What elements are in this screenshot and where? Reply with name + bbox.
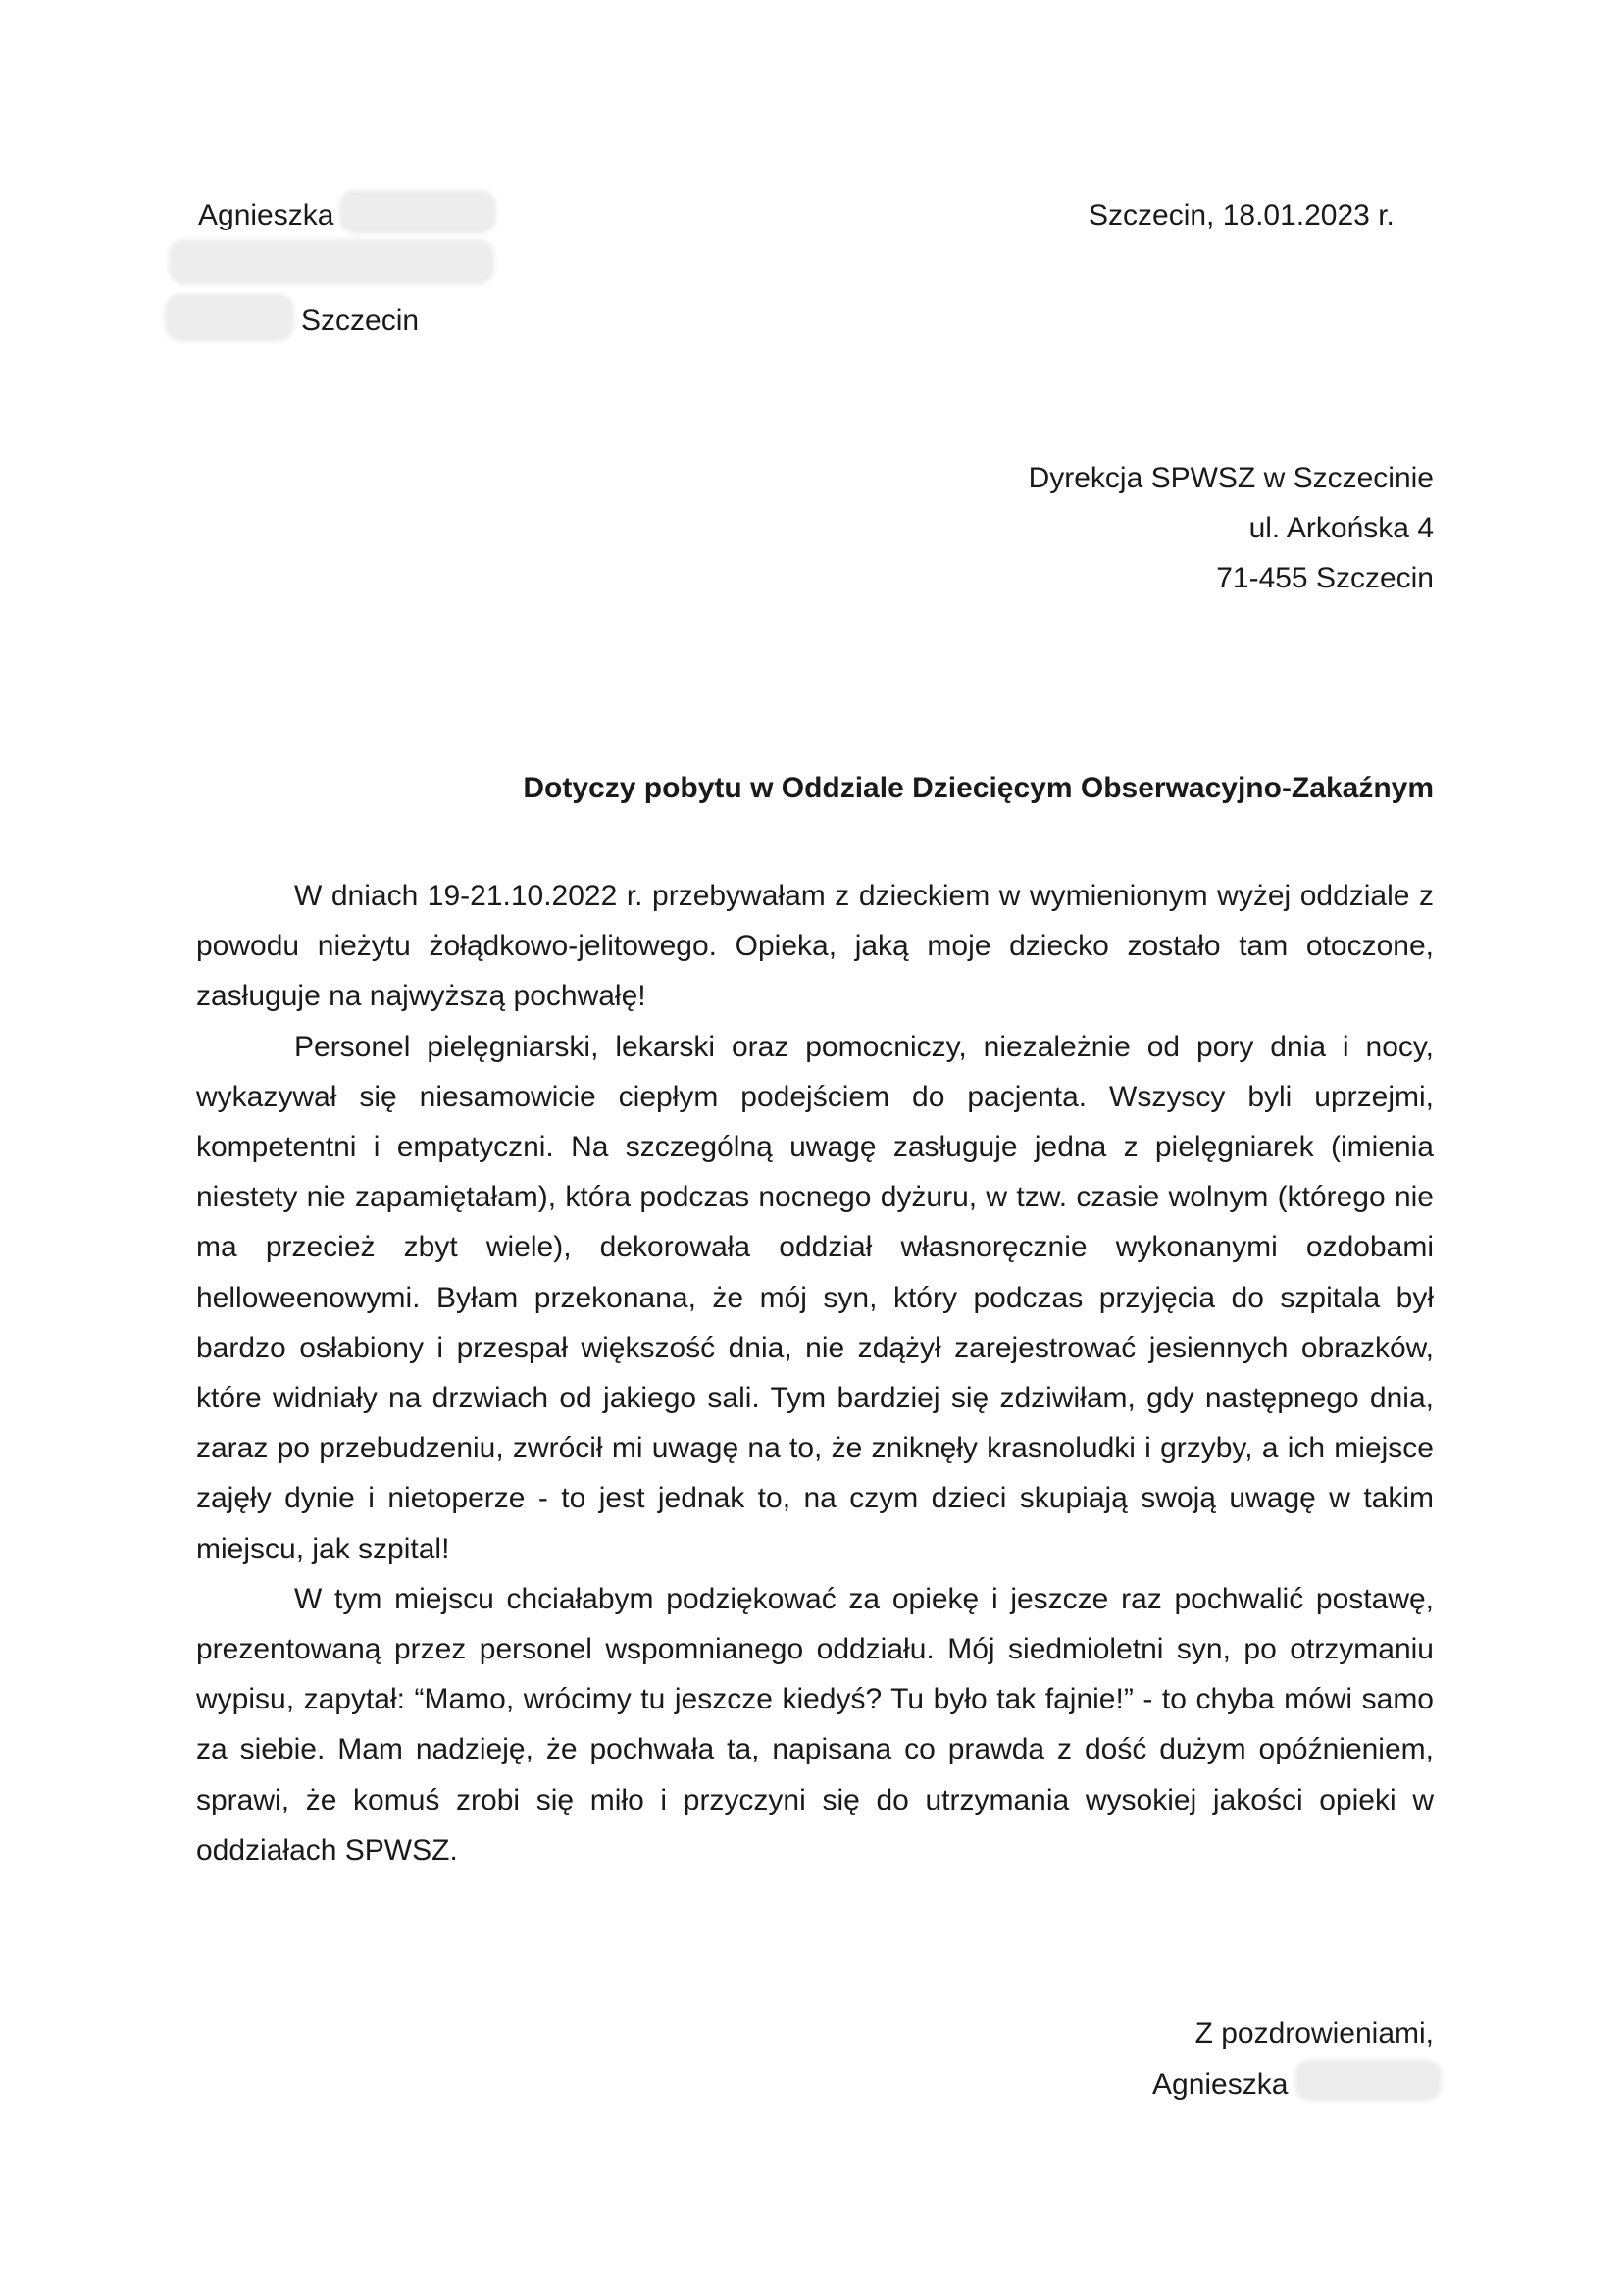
body-paragraph: Personel pielęgniarski, lekarski oraz pomocniczy, niezależnie od pory dnia i nocy, wykazywał się niesamowicie ciepłym podejściem do pacjenta. Wszyscy byli uprzejmi, kompetentni i empatyczni. Na szczególną uwagę zasługuje jedna z pielęgniarek (imienia niestety nie zapamiętałam), która podczas nocnego dyżuru, w tzw. czasie wolnym (którego nie ma przecież zbyt wiele), dekorowała oddział własnoręcznie wykonanymi ozdobami helloweenowymi. Byłam przekonana, że mój syn, który podczas przyjęcia do szpitala był bardzo osłabiony i przespał większość dnia, nie zdążył zarejestrować jesiennych obrazków, które widniały na drzwiach od jakiego sali. Tym bardziej się zdziwiłam, gdy następnego dnia, zaraz po przebudzeniu, zwrócił mi uwagę na to, że zniknęły krasnoludki i grzyby, a ich miejsce zajęły dynie i nietoperze - to jest jednak to, na czym dzieci skupiają swoją uwagę w takim miejscu, jak szpital! [196,1030,1434,1565]
sender-city: Szczecin [301,304,420,336]
redacted-surname [339,190,496,233]
recipient-address [1029,453,1434,603]
redacted-street-address [169,239,494,284]
redacted-postal-code [165,294,294,341]
redacted-signature-surname [1294,2060,1442,2101]
body-paragraph: W tym miejscu chciałabym podziękować za opiekę i jeszcze raz pochwalić postawę, prezentowaną przez personel wspomnianego oddziału. Mój siedmioletni syn, po otrzymaniu wypisu, zapytał: “Mamo, wrócimy tu jeszcze kiedyś? Tu było tak fajnie!” - to chyba mówi samo za siebie. Mam nadzieję, że pochwała ta, napisana co prawda z dość dużym opóźnieniem, sprawi, że komuś zrobi się miło i przyczyni się do utrzymania wysokiej jakości opieki w oddziałach SPWSZ. [196,1582,1434,1866]
recipient-line-1: Dyrekcja SPWSZ w Szczecinie [1028,462,1434,494]
letter-body [196,871,1434,1875]
date-line: Szczecin, 18.01.2023 r. [1089,199,1395,231]
signature-name: Agnieszka [1152,2068,1289,2101]
closing-greeting: Z pozdrowieniami, [1194,2017,1434,2050]
letter-subject: Dotyczy pobytu w Oddziale Dziecięcym Obserwacyjno-Zakaźnym [523,772,1434,804]
body-paragraph: W dniach 19-21.10.2022 r. przebywałam z dzieckiem w wymienionym wyżej oddziale z powodu nieżytu żołądkowo-jelitowego. Opieka, jaką moje dziecko zostało tam otoczone, zasługuje na najwyższą pochwałę! [196,880,1434,1013]
recipient-line-2: ul. Arkońska 4 [1248,512,1434,544]
recipient-line-3: 71-455 Szczecin [1216,562,1434,594]
sender-first-name: Agnieszka [198,199,334,231]
